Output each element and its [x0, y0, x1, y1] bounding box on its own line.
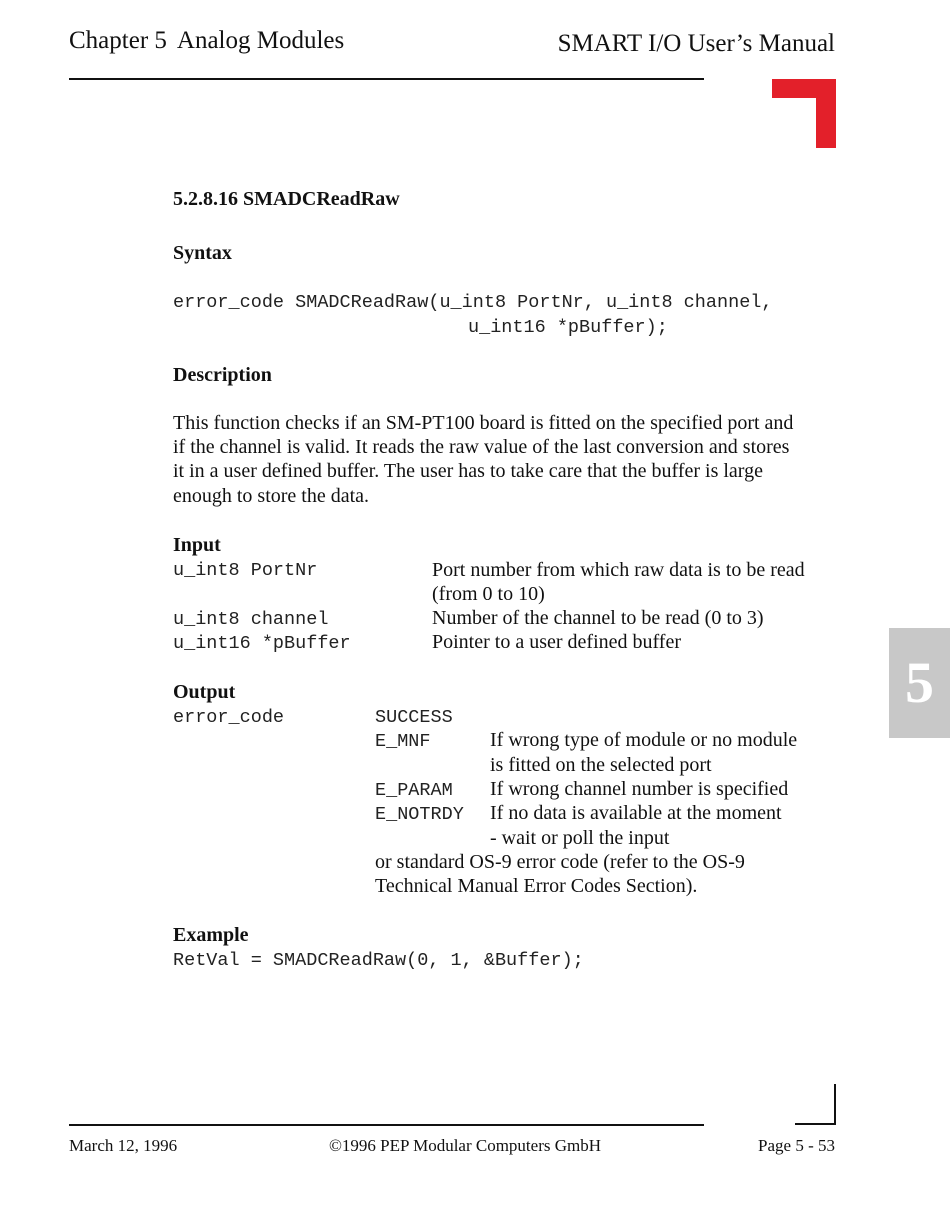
chapter-tab	[889, 628, 950, 738]
description-heading: Description	[173, 364, 272, 386]
corner-mark-icon	[772, 79, 836, 148]
output-desc: If wrong type of module or no module	[490, 729, 798, 751]
input-desc: Number of the channel to be read (0 to 3)	[432, 607, 764, 629]
output-code: E_NOTRDY	[375, 804, 464, 825]
output-code: SUCCESS	[375, 707, 453, 728]
output-code: E_PARAM	[375, 780, 453, 801]
description-line: it in a user defined buffer. The user has to take care that the buffer is large	[173, 460, 763, 482]
footer-page: Page 5 - 53	[758, 1136, 835, 1155]
chapter-tab-number: 5	[905, 650, 934, 715]
input-desc: Port number from which raw data is to be read	[432, 559, 805, 581]
description-line: if the channel is valid. It reads the raw value of the last conversion and stores	[173, 436, 790, 458]
description-line: This function checks if an SM-PT100 board is fitted on the specified port and	[173, 412, 794, 434]
footer-copyright: ©1996 PEP Modular Computers GmbH	[329, 1136, 602, 1155]
syntax-heading: Syntax	[173, 242, 232, 264]
syntax-code-line-2: u_int16 *pBuffer);	[468, 317, 668, 338]
output-desc-cont: is fitted on the selected port	[490, 754, 712, 776]
description-line: enough to store the data.	[173, 485, 370, 507]
chapter-title: Analog Modules	[176, 27, 345, 54]
section-title: 5.2.8.16 SMADCReadRaw	[173, 188, 400, 210]
output-desc: If no data is available at the moment	[490, 802, 782, 824]
manual-title: SMART I/O User’s Manual	[557, 30, 835, 57]
output-code: E_MNF	[375, 731, 431, 752]
input-desc-cont: (from 0 to 10)	[432, 583, 545, 605]
chapter-number: Chapter 5	[69, 27, 167, 54]
input-param: u_int16 *pBuffer	[173, 633, 351, 654]
input-param: u_int8 channel	[173, 609, 329, 630]
output-heading: Output	[173, 681, 236, 703]
input-desc: Pointer to a user defined buffer	[432, 631, 681, 653]
input-param: u_int8 PortNr	[173, 560, 318, 581]
output-desc: If wrong channel number is specified	[490, 778, 789, 800]
example-code: RetVal = SMADCReadRaw(0, 1, &Buffer);	[173, 950, 584, 971]
input-heading: Input	[173, 534, 221, 556]
header-rule	[69, 78, 704, 80]
output-note: Technical Manual Error Codes Section).	[375, 875, 698, 897]
footer-date: March 12, 1996	[69, 1136, 178, 1155]
header-chapter	[69, 27, 344, 55]
example-heading: Example	[173, 924, 249, 946]
corner-bracket-icon	[795, 1084, 837, 1126]
output-note: or standard OS-9 error code (refer to the OS-9	[375, 851, 745, 873]
footer-rule	[69, 1124, 704, 1126]
output-desc-cont: - wait or poll the input	[490, 827, 670, 849]
syntax-code-line-1: error_code SMADCReadRaw(u_int8 PortNr, u_int8 channel,	[173, 292, 773, 313]
output-param: error_code	[173, 707, 285, 728]
